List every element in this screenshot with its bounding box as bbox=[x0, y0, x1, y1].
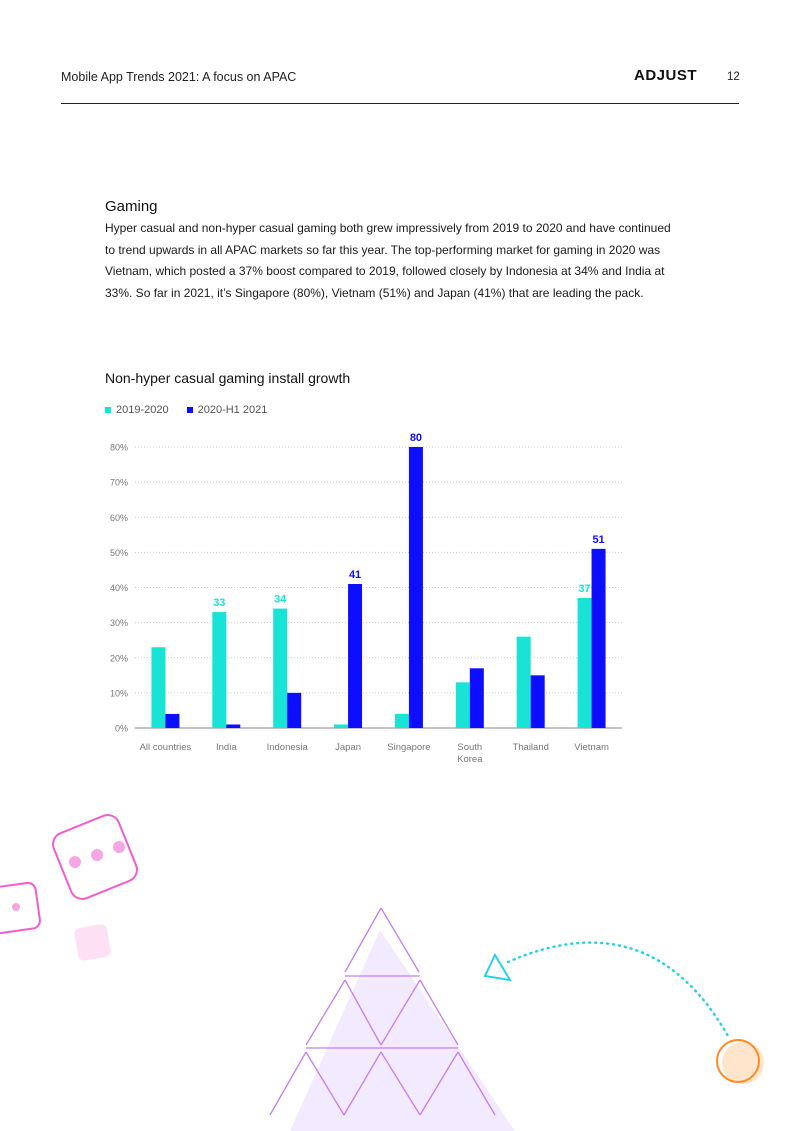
pink-square-shape bbox=[73, 923, 111, 961]
bar-series2 bbox=[531, 675, 545, 728]
y-tick-label: 60% bbox=[109, 512, 128, 523]
x-tick-label: Thailand bbox=[512, 742, 549, 753]
dotted-arc-shape bbox=[508, 943, 728, 1036]
data-label: 33 bbox=[213, 597, 226, 610]
bar-series1 bbox=[151, 647, 165, 728]
x-tick-label: Indonesia bbox=[266, 742, 308, 753]
bar-series2 bbox=[470, 668, 484, 728]
small-dice-icon bbox=[0, 882, 41, 934]
y-tick-label: 20% bbox=[109, 653, 128, 664]
y-tick-label: 70% bbox=[109, 477, 128, 488]
section-body: Hyper casual and non-hyper casual gaming both grew impressively from 2019 to 2020 and have continued to trend upwards in all APAC markets so far this year. The top-performing market for gaming in 2020 was Vietnam, which posted a 37% boost compared to 2019, followed closely by Indonesia at 34% and India at 33%. So far in 2021, it’s Singapore (80%), Vietnam (51%) and Japan (41%) that are leading the pack. bbox=[105, 221, 671, 300]
data-label: 34 bbox=[274, 593, 287, 606]
bar-series2 bbox=[226, 724, 240, 728]
bar-series2 bbox=[348, 584, 362, 728]
triangle-outline-icon bbox=[485, 955, 510, 980]
data-label: 37 bbox=[578, 583, 591, 596]
bar-series1 bbox=[273, 609, 287, 728]
page-number: 12 bbox=[727, 71, 740, 83]
y-tick-label: 40% bbox=[109, 583, 128, 593]
triangle-illustration bbox=[270, 908, 515, 1131]
header-title: Mobile App Trends 2021: A focus on APAC bbox=[61, 70, 297, 84]
legend-label-series1: 2019-2020 bbox=[116, 404, 169, 416]
x-tick-label: South bbox=[457, 742, 483, 753]
circle-shape-fill bbox=[722, 1042, 764, 1084]
y-tick-label: 80% bbox=[109, 442, 128, 453]
bar-series1 bbox=[395, 714, 409, 728]
bar-series1 bbox=[517, 637, 531, 728]
dice-icon bbox=[49, 811, 140, 902]
data-label: 41 bbox=[348, 568, 362, 581]
adjust-logo: ADJUST bbox=[634, 67, 698, 84]
bar-series2 bbox=[165, 714, 179, 728]
x-tick-label: All countries bbox=[139, 742, 192, 753]
x-tick-label: India bbox=[216, 742, 237, 753]
x-tick-label: Korea bbox=[457, 754, 483, 765]
bar-series2 bbox=[287, 693, 301, 728]
y-tick-label: 50% bbox=[109, 547, 128, 558]
y-tick-label: 30% bbox=[109, 618, 128, 629]
legend-label-series2: 2020-H1 2021 bbox=[197, 404, 268, 416]
data-label: 80 bbox=[409, 432, 423, 444]
bar-series2 bbox=[592, 549, 606, 728]
bar-series1 bbox=[578, 598, 592, 728]
y-tick-label: 10% bbox=[109, 688, 128, 699]
bar-series1 bbox=[456, 682, 470, 728]
bar-series1 bbox=[212, 612, 226, 728]
x-tick-label: Singapore bbox=[387, 742, 431, 753]
y-tick-label: 0% bbox=[114, 723, 128, 734]
bar-series2 bbox=[409, 447, 423, 728]
data-label: 51 bbox=[592, 533, 605, 546]
chart-title: Non-hyper casual gaming install growth bbox=[105, 370, 351, 386]
decorative-illustration bbox=[0, 790, 800, 1131]
section-title: Gaming bbox=[105, 198, 158, 215]
x-tick-label: Japan bbox=[335, 742, 362, 753]
x-tick-label: Vietnam bbox=[574, 742, 609, 753]
bar-series1 bbox=[334, 724, 348, 728]
